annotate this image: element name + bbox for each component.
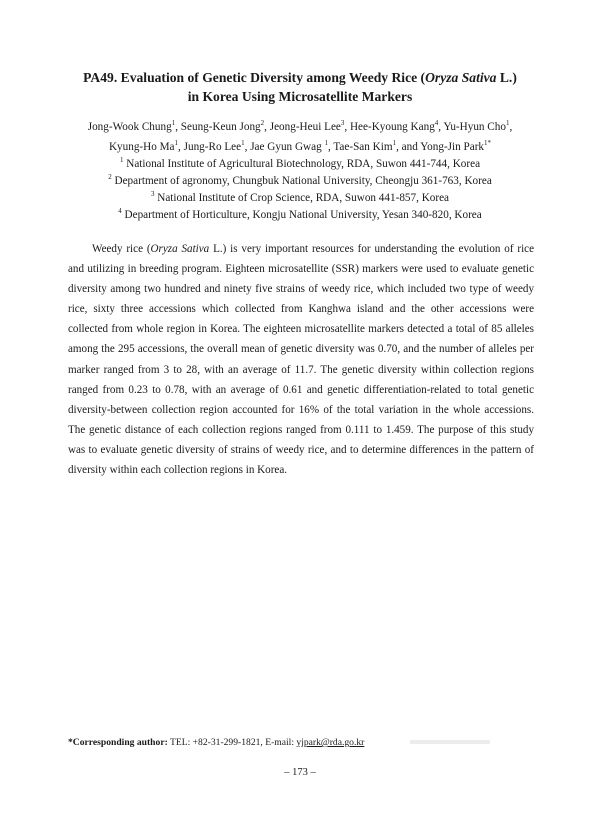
author: Yong-Jin Park$^{1*}$ (420, 138, 492, 153)
corresponding-author (68, 737, 364, 748)
corresponding-tel: TEL: +82-31-299-1821, E-mail: (167, 737, 297, 748)
title-species-italic: Oryza Sativa (425, 70, 497, 85)
affiliation-2: $^2$ Department of agronomy, Chungbuk National University, Cheongju 361-763, Korea (108, 173, 492, 187)
author: Jong-Wook Chung$^1$ (87, 119, 176, 133)
author: Jung-Ro Lee$^1$ (183, 138, 245, 153)
author: Seung-Keun Jong$^2$ (180, 119, 265, 133)
title-line2: in Korea Using Microsatellite Markers (187, 89, 413, 104)
affiliation-1: $^1$ National Institute of Agricultural Biotechnology, RDA, Suwon 441-744, Korea (119, 156, 481, 170)
author: Jeong-Heui Lee$^3$ (269, 119, 345, 133)
page-number: – 173 – (284, 767, 316, 778)
corresponding-label: *Corresponding author: (68, 737, 168, 748)
affiliation-4: $^4$ Department of Horticulture, Kongju National University, Yesan 340-820, Korea (118, 207, 482, 221)
abstract-paragraph: Weedy rice (Oryza Sativa L.) is very important resources for understanding the evolution of rice and utilizing in breeding program. Eighteen microsatellite (SSR) markers were used to evaluate genetic diversity among two hundred and ninety five strains of weedy rice, which included two type of weedy rice, sixty three accessions which collected from Kanghwa island and the other accessions were collected from whole region in Korea. The eighteen microsatellite markers detected a total of 85 alleles among the 295 accessions, the overall mean of genetic diversity was 0.70, and the number of alleles per marker ranged from 3 to 28, with an average of 11.7. The genetic diversity within collection regions ranged from 0.23 to 0.78, with an average of 0.61 and genetic differentiation-related to total genetic diversity-between collection region accounted for 16% of the total variation in the whole accessions. The genetic distance of each collection regions ranged from 0.111 to 1.459. The purpose of this study was to evaluate genetic diversity of strains of weedy rice, and to determine differences in the pattern of diversity within each collection regions in Korea. (68, 243, 535, 477)
author: Kyung-Ho Ma$^1$ (108, 138, 179, 153)
author: Jae Gyun Gwag $^1$ (250, 138, 328, 153)
title-line1-post: L.) (496, 70, 517, 85)
author: Hee-Kyoung Kang$^4$ (349, 119, 439, 133)
scan-artifact (410, 740, 490, 744)
affiliation-3: $^3$ National Institute of Crop Science, RDA, Suwon 441-857, Korea (150, 190, 450, 204)
paper-title (40, 68, 560, 106)
corresponding-email-link[interactable]: yjpark@rda.go.kr (296, 737, 365, 748)
author-list: Jong-Wook Chung$^1$, Seung-Keun Jong$^2$, Jeong-Heui Lee$^3$, Hee-Kyoung Kang$^4$, Yu-Hyun Cho$^1$, Kyung-Ho Ma$^1$, Jung-Ro Lee$^1$, Jae Gyun Gwag $^1$, Tae-San Kim$^1$, and Yong-Jin Park$^{1*}$ (87, 119, 513, 153)
author: Yu-Hyun Cho$^1$ (443, 119, 510, 133)
abstract-species-italic: Oryza Sativa (150, 243, 210, 255)
author: Tae-San Kim$^1$ (333, 138, 397, 153)
title-line1-pre: PA49. Evaluation of Genetic Diversity among Weedy Rice ( (83, 70, 426, 85)
